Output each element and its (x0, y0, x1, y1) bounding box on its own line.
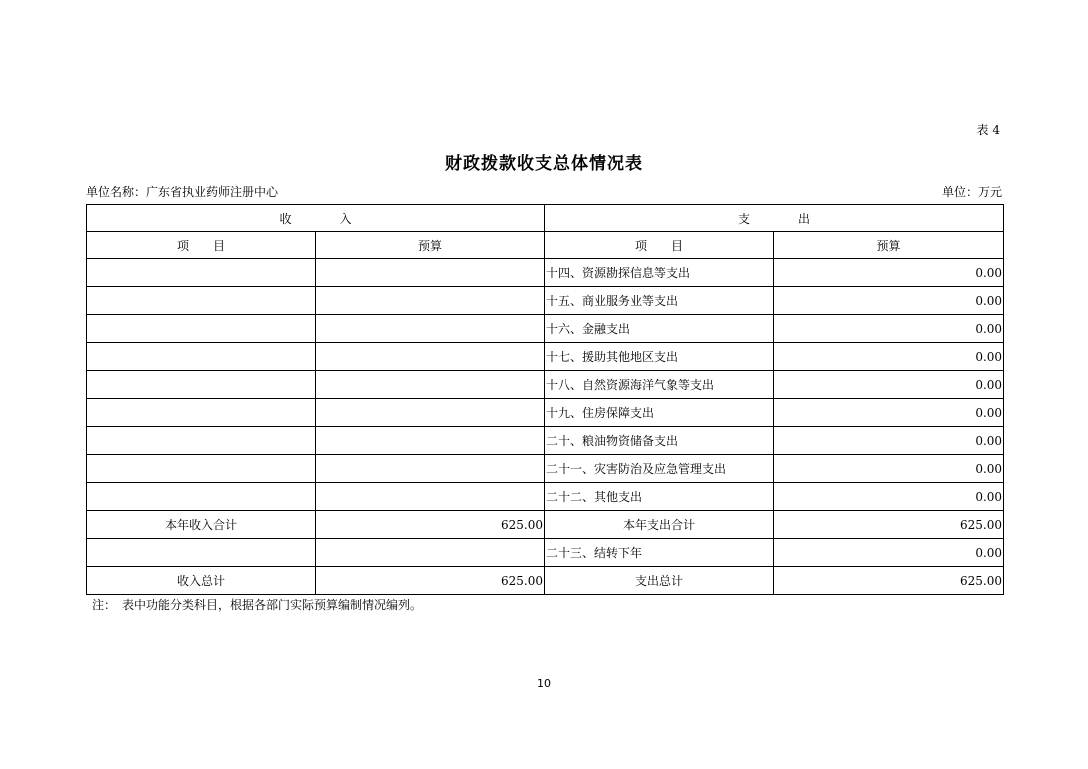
expense-budget-cell: 0.00 (774, 287, 1004, 315)
income-item-cell (87, 371, 316, 399)
table-group-header-row (87, 205, 1004, 232)
expense-budget-cell: 0.00 (774, 483, 1004, 511)
total-row (87, 567, 1004, 595)
income-item-cell: 本年收入合计 (87, 511, 316, 539)
expense-item-cell: 二十、粮油物资储备支出 (545, 427, 774, 455)
income-item-cell: 收入总计 (87, 567, 316, 595)
income-budget-cell (316, 399, 545, 427)
expense-budget-cell: 0.00 (774, 539, 1004, 567)
table-note: 注： 表中功能分类科目，根据各部门实际预算编制情况编列。 (92, 598, 423, 612)
expense-budget-cell: 0.00 (774, 315, 1004, 343)
unit-name: 单位名称：广东省执业药师注册中心 (86, 185, 279, 199)
income-budget-cell (316, 343, 545, 371)
income-item-cell (87, 483, 316, 511)
income-item-cell (87, 427, 316, 455)
page-number: 10 (537, 677, 551, 690)
income-budget-cell (316, 539, 545, 567)
expense-item-cell: 十九、住房保障支出 (545, 399, 774, 427)
income-budget-cell (316, 483, 545, 511)
expense-item-cell: 二十二、其他支出 (545, 483, 774, 511)
income-item-header: 项 目 (87, 232, 316, 259)
income-item-cell (87, 399, 316, 427)
expense-header: 支 出 (545, 205, 1004, 232)
expense-item-cell: 本年支出合计 (545, 511, 774, 539)
table-row (87, 483, 1004, 511)
expense-item-cell: 十七、援助其他地区支出 (545, 343, 774, 371)
table-row (87, 343, 1004, 371)
expense-item-cell: 支出总计 (545, 567, 774, 595)
table-row (87, 371, 1004, 399)
expense-budget-cell: 0.00 (774, 259, 1004, 287)
table-row (87, 287, 1004, 315)
table-row (87, 455, 1004, 483)
income-header: 收 入 (87, 205, 545, 232)
expense-budget-header: 预算 (774, 232, 1004, 259)
income-budget-cell (316, 455, 545, 483)
expense-budget-cell: 625.00 (774, 511, 1004, 539)
table-row (87, 539, 1004, 567)
expense-budget-cell: 625.00 (774, 567, 1004, 595)
income-budget-cell: 625.00 (316, 511, 545, 539)
expense-item-cell: 二十一、灾害防治及应急管理支出 (545, 455, 774, 483)
expense-item-cell: 十六、金融支出 (545, 315, 774, 343)
expense-budget-cell: 0.00 (774, 371, 1004, 399)
income-item-cell (87, 259, 316, 287)
income-budget-cell (316, 427, 545, 455)
income-item-cell (87, 343, 316, 371)
table-row (87, 259, 1004, 287)
income-budget-cell (316, 371, 545, 399)
expense-budget-cell: 0.00 (774, 455, 1004, 483)
income-budget-cell (316, 259, 545, 287)
expense-budget-cell: 0.00 (774, 399, 1004, 427)
expense-budget-cell: 0.00 (774, 343, 1004, 371)
fiscal-table (86, 204, 1004, 595)
table-row (87, 399, 1004, 427)
expense-item-cell: 二十三、结转下年 (545, 539, 774, 567)
expense-item-cell: 十四、资源勘探信息等支出 (545, 259, 774, 287)
table-row (87, 427, 1004, 455)
income-budget-cell: 625.00 (316, 567, 545, 595)
income-budget-header: 预算 (316, 232, 545, 259)
expense-item-header: 项 目 (545, 232, 774, 259)
table-tag: 表 4 (976, 123, 1000, 137)
table-row (87, 315, 1004, 343)
expense-item-cell: 十五、商业服务业等支出 (545, 287, 774, 315)
income-budget-cell (316, 287, 545, 315)
income-item-cell (87, 455, 316, 483)
table-body (87, 259, 1004, 595)
unit-label: 单位：万元 (941, 185, 1002, 199)
expense-budget-cell: 0.00 (774, 427, 1004, 455)
income-item-cell (87, 539, 316, 567)
income-item-cell (87, 287, 316, 315)
income-item-cell (87, 315, 316, 343)
expense-item-cell: 十八、自然资源海洋气象等支出 (545, 371, 774, 399)
subtotal-row (87, 511, 1004, 539)
table-column-header-row (87, 232, 1004, 259)
page-title: 财政拨款收支总体情况表 (445, 154, 643, 174)
income-budget-cell (316, 315, 545, 343)
